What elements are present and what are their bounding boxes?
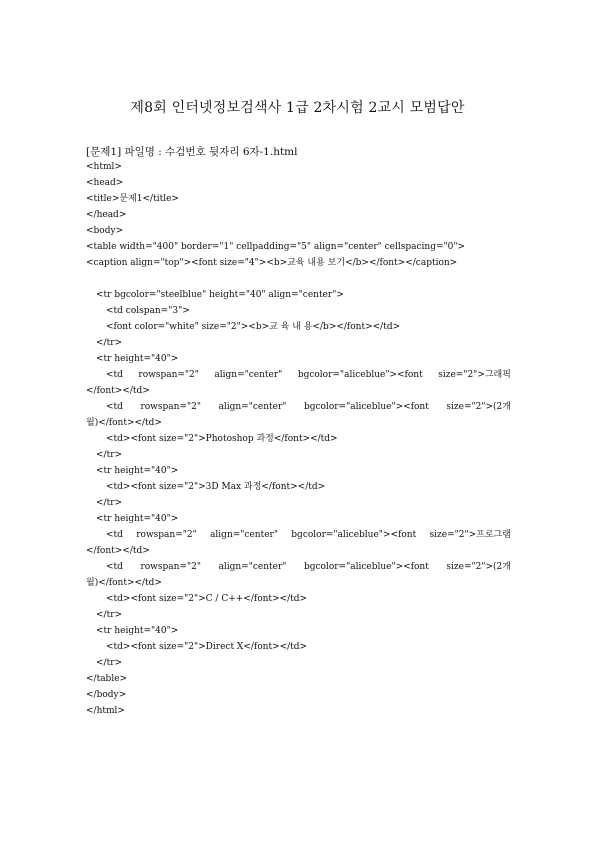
blank-line [86,271,511,287]
code-token: rowspan="2" [136,530,197,540]
code-token: bgcolor="aliceblue"><font [303,562,429,572]
code-line: </tr> [96,610,123,620]
code-listing [86,159,511,719]
code-line: <td><font size="2">C / C++</font></td> [106,594,308,604]
code-line: 월)</font></td> [86,578,162,588]
code-token: align="center" [218,402,287,412]
code-line-justified [86,399,511,415]
code-token: bgcolor="aliceblue"><font [303,402,429,412]
code-line: <tr height="40"> [96,514,179,524]
code-line: </font></td> [86,546,150,556]
code-token: size="2">(2개 [446,562,511,572]
code-line: <table width="400" border="1" cellpadding="5" align="center" cellspacing="0"> [86,242,466,252]
code-line-justified [86,559,511,575]
code-line: </head> [86,210,127,220]
code-line: <tr bgcolor="steelblue" height="40" align="center"> [96,290,344,300]
code-line: <font color="white" size="2"><b>교 육 내 용</b></font></td> [106,322,401,332]
code-token: size="2">(2개 [446,402,511,412]
code-token: bgcolor="aliceblue"><font [291,530,417,540]
code-line: <head> [86,178,124,188]
code-line: </tr> [96,498,123,508]
code-line: <td><font size="2">Direct X</font></td> [106,642,308,652]
code-line: <tr height="40"> [96,466,179,476]
code-token: <td [106,370,123,380]
code-line: <title>문제1</title> [86,194,179,204]
code-token: bgcolor="aliceblue"><font [297,370,423,380]
code-line: <caption align="top"><font size="4"><b>교육 내용 보기</b></font></caption> [86,258,458,268]
code-line: <td colspan="3"> [106,306,190,316]
code-line: <td><font size="2">3D Max 과정</font></td> [106,482,326,492]
code-line: <tr height="40"> [96,626,179,636]
code-line: </tr> [96,450,123,460]
code-line: <td><font size="2">Photoshop 과정</font></td> [106,434,338,444]
code-line: </tr> [96,338,123,348]
problem-heading: [문제1] 파일명 : 수검번호 뒷자리 6자-1.html [86,146,298,158]
code-token: <td [106,530,123,540]
code-token: rowspan="2" [140,402,201,412]
code-token: <td [106,562,123,572]
code-line: <body> [86,226,124,236]
code-line: </tr> [96,658,123,668]
code-line: 월)</font></td> [86,418,162,428]
code-line: </html> [86,706,125,716]
code-line: <html> [86,162,122,172]
code-token: size="2">그래픽 [438,370,511,380]
code-line-justified [86,367,511,383]
code-line: <tr height="40"> [96,354,179,364]
code-token: size="2">프로그램 [429,530,511,540]
code-line: </table> [86,674,128,684]
code-token: rowspan="2" [140,562,201,572]
code-token: <td [106,402,123,412]
code-line: </font></td> [86,386,150,396]
code-token: align="center" [218,562,287,572]
code-line-justified [86,527,511,543]
code-token: align="center" [210,530,278,540]
code-token: rowspan="2" [138,370,199,380]
code-token: align="center" [214,370,283,380]
code-line: </body> [86,690,127,700]
page-title: 제8회 인터넷정보검색사 1급 2차시험 2교시 모범답안 [130,100,465,116]
